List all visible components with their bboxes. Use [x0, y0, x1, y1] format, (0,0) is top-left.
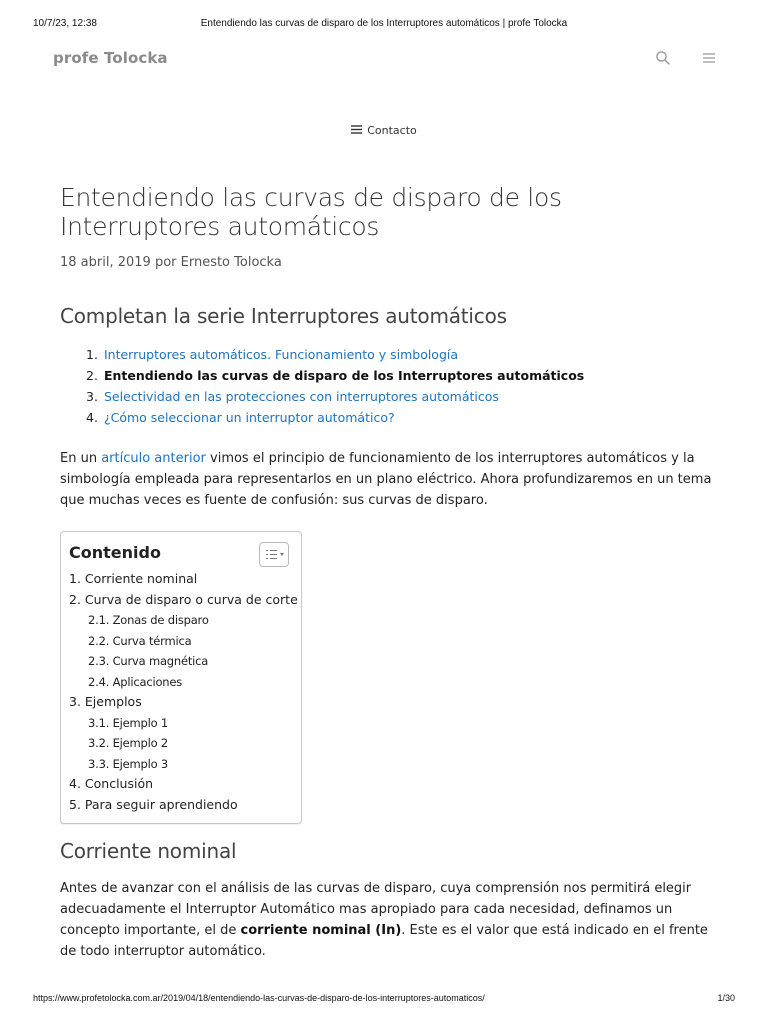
series-item	[86, 346, 584, 367]
series-item-current	[86, 367, 584, 388]
nav-item-contacto[interactable]	[351, 124, 417, 137]
list-number: 3.	[86, 389, 98, 404]
previous-article-link[interactable]: artículo anterior	[101, 451, 206, 466]
search-icon[interactable]	[655, 50, 673, 66]
print-page-number: 1/30	[717, 993, 735, 1003]
series-link[interactable]: ¿Cómo seleccionar un interruptor automático?	[103, 410, 395, 425]
print-footer	[0, 993, 768, 1007]
paragraph-text: . Este es el valor que está indicado en el frente de todo interruptor automático.	[60, 923, 708, 959]
series-item	[86, 388, 584, 409]
print-page-title: Entendiendo las curvas de disparo de los Interruptores automáticos | profe Tolocka	[200, 18, 568, 29]
hamburger-menu-icon[interactable]	[701, 50, 719, 66]
toc-item[interactable]: 4. Conclusión	[69, 776, 154, 791]
toc-item[interactable]: 5. Para seguir aprendiendo	[69, 796, 238, 812]
list-number: 2.	[86, 368, 98, 383]
section-heading: Corriente nominal	[60, 839, 237, 863]
toc-subitem[interactable]: 3.2. Ejemplo 2	[88, 736, 169, 750]
intro-paragraph	[60, 448, 720, 511]
toc-list	[69, 570, 298, 816]
section-paragraph	[60, 878, 720, 962]
paragraph-bold-term: corriente nominal (In)	[240, 923, 402, 938]
series-link[interactable]: Interruptores automáticos. Funcionamiento y simbología	[103, 347, 459, 362]
toc-item[interactable]: 1. Corriente nominal	[69, 571, 198, 586]
hamburger-menu-icon	[351, 124, 362, 137]
site-header	[0, 40, 768, 76]
toc-subitem[interactable]: 3.1. Ejemplo 1	[88, 715, 169, 730]
site-logo[interactable]: profe Tolocka	[53, 49, 168, 67]
list-toggle-icon[interactable]	[259, 542, 289, 567]
series-heading: Completan la serie Interruptores automáticos	[60, 304, 507, 328]
table-of-contents	[60, 531, 302, 824]
toc-title: Contenido	[69, 543, 161, 562]
toc-item[interactable]: 3. Ejemplos	[69, 694, 142, 709]
post-title: Entendiendo las curvas de disparo de los Interruptores automáticos	[60, 183, 562, 241]
toc-subitem[interactable]: 2.2. Curva térmica	[88, 633, 192, 648]
list-number: 4.	[86, 410, 98, 425]
intro-text: En un	[60, 451, 102, 466]
series-list	[86, 346, 584, 430]
toc-subitem[interactable]: 3.3. Ejemplo 3	[88, 756, 169, 771]
series-item	[86, 409, 584, 430]
series-current-item: Entendiendo las curvas de disparo de los Interruptores automáticos	[103, 368, 585, 383]
primary-nav	[0, 124, 768, 137]
toc-item[interactable]: 2. Curva de disparo o curva de corte	[69, 591, 298, 607]
list-number: 1.	[86, 347, 98, 362]
nav-item-label: Contacto	[367, 124, 417, 137]
print-datetime: 10/7/23, 12:38	[33, 18, 97, 29]
print-url: https://www.profetolocka.com.ar/2019/04/18/entendiendo-las-curvas-de-disparo-de-los-interruptores-automaticos/	[33, 993, 485, 1003]
paragraph-text: Antes de avanzar con el análisis de las curvas de disparo, cuya comprensión nos permitirá elegir adecuadamente el Interruptor Automático mas apropiado para cada necesidad, definamos un concepto importante, el de	[60, 881, 692, 938]
toc-subitem[interactable]: 2.1. Zonas de disparo	[88, 613, 209, 627]
toc-subitem[interactable]: 2.4. Aplicaciones	[88, 674, 183, 689]
toc-subitem[interactable]: 2.3. Curva magnética	[88, 654, 209, 668]
print-header	[0, 18, 768, 32]
series-link[interactable]: Selectividad en las protecciones con interruptores automáticos	[103, 389, 499, 404]
post-meta: 18 abril, 2019 por Ernesto Tolocka	[60, 255, 282, 270]
intro-text: vimos el principio de funcionamiento de los interruptores automáticos y la simbología empleada para representarlos en un plano eléctrico. Ahora profundizaremos en un tema que muchas veces es fuente de confusión: sus curvas de disparo.	[60, 451, 712, 508]
